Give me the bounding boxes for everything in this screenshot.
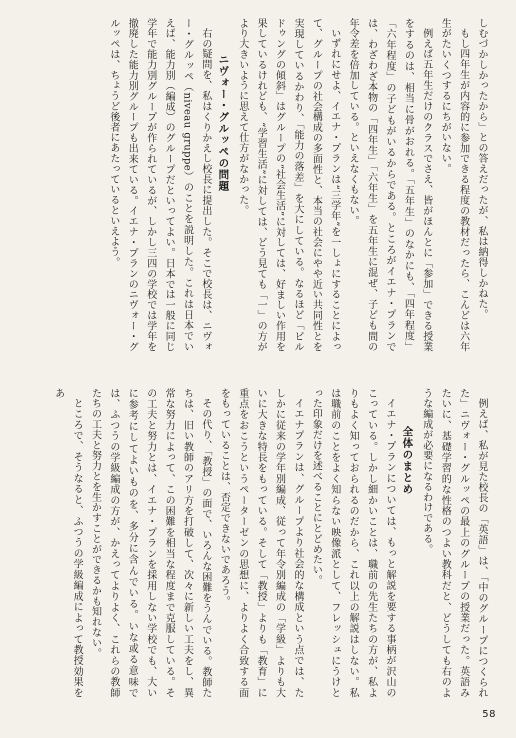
- upper-text-section: [22, 18, 490, 352]
- section-heading-niveau-gruppe: ニヴォー・グルッペの問題: [217, 54, 230, 192]
- paragraph: 例えば五年生だけのクラスでさえ、皆がほんとに「参加」できる授業をするのは、相当に骨がおれる。「五年生」のなかにも、「四年程度」「六年程度」の子どもがいるからである。ところがイエナ・プランでは、わざわざ本物の「四年生」「六年生」を五年生に混ぜ、子ども間の年令差を倍加している。といえなくもない。: [347, 18, 432, 352]
- lower-text-section: [22, 388, 490, 698]
- paragraph: イエナ・プランについては、もっと解説を要する事柄が沢山のこっている。しかし細かいことは、職前の先生たちの方が、私よりもよく知っておられるのだから、これ以上の解説はしない。私は職前のことをよく知らない映像派として、フレッシュにうけとった印象だけを述べることにとどめたい。: [310, 388, 395, 698]
- paragraph: もし四年生が内容的に参加できる程度の教材だったら、こんどは六年生がたいくつするにちがいない。: [439, 18, 469, 352]
- paragraph: いずれにせよ、イエナ・プランは“三学年”を一しょにすることによって、グループの社会構成の多面性と、本当の社会にやや近い共同性とを実現しているかわり、「能力の落差」を大にしている。なるほど「ビルドゥングの傾斜」はグループの“社会生活”に対しては、好ましい作用を果しているけれども、“学習生活”に対しては、どう見ても「一」の方がより大きいように思えて仕方がなかった。: [236, 18, 340, 352]
- paragraph: 右の疑問を、私はくりかえし校長に提出した。そこで校長は、ニヴォー・グルッペ（niveau gruppe）のことを説明した。これは日本でいえば、能力別（編成）のグループだといってよい。日本では一般に同じ学年で能力別グループが作られているが、しかし三四の学校では学年を撤廃した能力別グループも出来ている。イエナ・プランのニヴォー・グルッペは、ちょうど後者にあたっているといえよう。: [107, 18, 211, 352]
- paragraph: しむづかしかったから」との答えだったが、私は納得しかねた。: [476, 18, 487, 320]
- paragraph: イエナプランは、グループより社会的な構成という点では、たしかに従来の学年別編成、従って年令別編成の「学級」よりも大いに大きな特長をもっている。そして「教授」よりも「教育」に重点をおこうというペーターゼンの思想に、よりよく合致する面をもっていることは、否定できないであろう。: [218, 388, 303, 698]
- paragraph: ところで、そうなると、ふつうの学級編成によって教授効果をあ: [52, 388, 83, 698]
- page-number: 58: [482, 709, 496, 720]
- paragraph: 例えば、私が見た校長の「英語」は、「中のグループにつくられた」ニヴォー・グルッペの最上のグループの授業だった。英語みたいに、基礎学習的な性格のつよい教科だと、どうしても右のような編成が必要になるわけである。: [420, 388, 487, 698]
- section-heading-summary: 全体のまとめ: [401, 426, 414, 495]
- paragraph: その代り、「教授」の面で、いろんな困難をうんでいる。教師たちは、旧い教師のアリ方を打破して、次々に新しい工夫をし、異常な努力によって、この困難を相当な程度まで克服している。その工夫と努力とは、イエナ・プランを採用しない学校でも、大いに参考にしてよいものを、多分に含んでいる。いな或る意味では、ふつうの学級編成の方が、かえってよりよく、これらの教師たちの工夫と努力とを生かすことができるかも知れない。: [89, 388, 211, 698]
